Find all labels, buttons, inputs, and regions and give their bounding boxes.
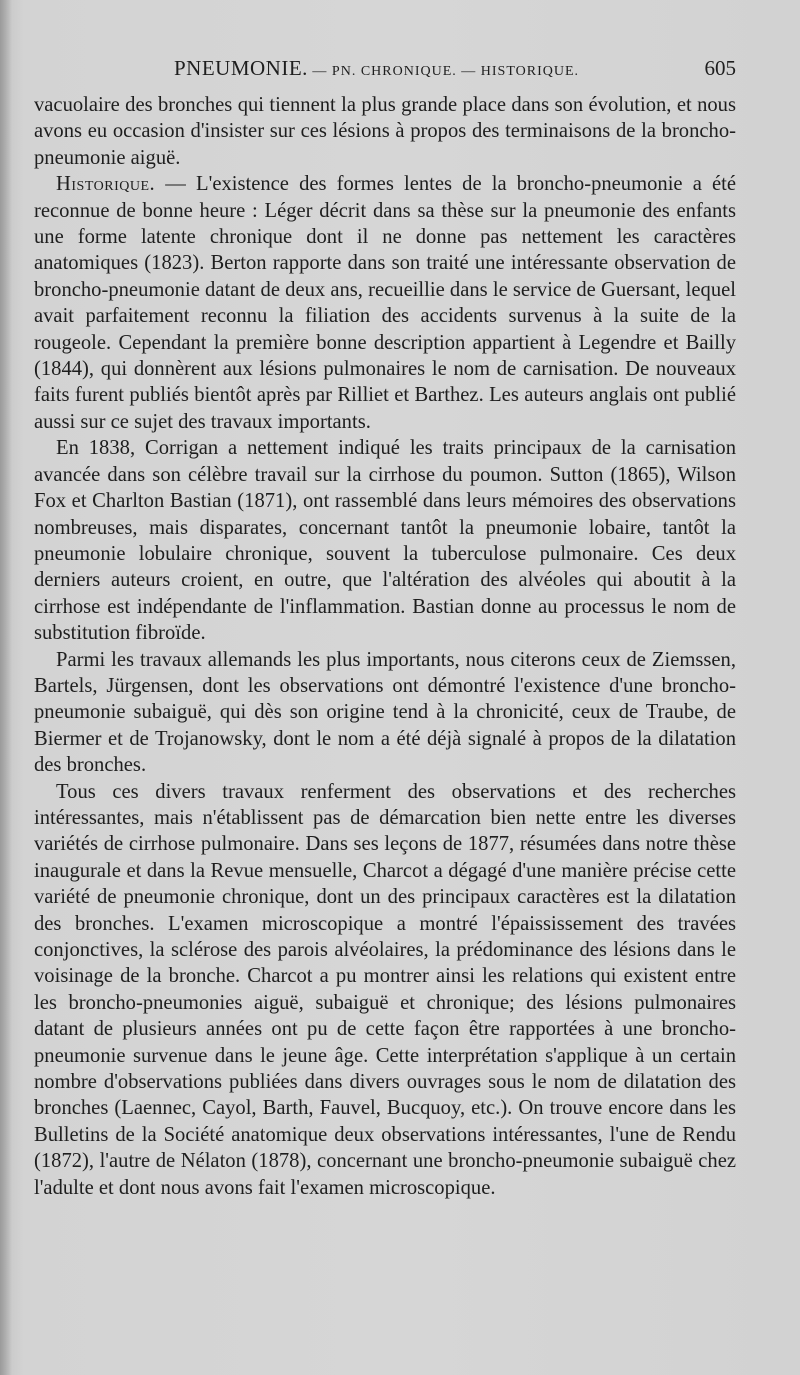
- paragraph: [34, 647, 736, 779]
- paragraph-text: En 1838, Corrigan a nettement indiqué les traits principaux de la carnisation avancée dans son célèbre travail sur la cirrhose du poumon. Sutton (1865), Wilson Fox et Charlton Bastian (1871), ont rassemblé dans leurs mémoires des observations nombreuses, mais disparates, concernant tantôt la pneumonie lobaire, tantôt la pneumonie lobulaire chronique, souvent la tuberculose pulmonaire. Ces deux derniers auteurs croient, en outre, que l'altération des alvéoles qui aboutit à la cirrhose est indépendante de l'inflammation. Bastian donne au processus le nom de substitution fibroïde.: [34, 437, 736, 645]
- paragraph: [34, 171, 736, 435]
- section-heading: Historique.: [56, 173, 156, 196]
- running-title-section: — PN. CHRONIQUE. — HISTORIQUE.: [307, 64, 579, 79]
- page-number: 605: [704, 56, 736, 80]
- body-text: [34, 92, 736, 1201]
- running-title: [174, 56, 579, 81]
- paragraph: [34, 435, 736, 646]
- paragraph: [34, 92, 736, 171]
- paragraph-text: vacuolaire des bronches qui tiennent la plus grande place dans son évolution, et nous avons eu occasion d'insister sur ces lésions à propos des terminaisons de la broncho-pneumonie aiguë.: [34, 94, 736, 169]
- paragraph-text: Tous ces divers travaux renferment des observations et des recherches intéressantes, mais n'établissent pas de démarcation bien nette entre les diverses variétés de cirrhose pulmonaire. Dans ses leçons de 1877, résumées dans notre thèse inaugurale et dans la Revue mensuelle, Charcot a dégagé d'une manière précise cette variété de pneumonie chronique, dont un des principaux caractères est la dilatation des bronches. L'examen microscopique a montré l'épaississement des travées conjonctives, la sclérose des parois alvéolaires, la prédominance des lésions dans le voisinage de la bronche. Charcot a pu montrer ainsi les relations qui existent entre les broncho-pneumonies aiguë, subaiguë et chronique; des lésions pulmonaires datant de plusieurs années ont pu de cette façon être rapportées à une broncho-pneumonie survenue dans le jeune âge. Cette interprétation s'applique à un certain nombre d'observations publiées dans divers ouvrages sous le nom de dilatation des bronches (Laennec, Cayol, Barth, Fauvel, Bucquoy, etc.). On trouve encore dans les Bulletins de la Société anatomique deux observations intéressantes, l'une de Rendu (1872), l'autre de Nélaton (1878), concernant une broncho-pneumonie subaiguë chez l'adulte et dont nous avons fait l'examen microscopique.: [34, 780, 736, 1199]
- running-header: [34, 56, 736, 84]
- paragraph-text: — L'existence des formes lentes de la broncho-pneumonie a été reconnue de bonne heure : Léger décrit dans sa thèse sur la pneumonie des enfants une forme latente chronique dont il ne donne pas nettement les caractères anatomiques (1823). Berton rapporte dans son traité une intéressante observation de broncho-pneumonie datant de deux ans, recueillie dans le service de Guersant, lequel avait parfaitement reconnu la filiation des accidents survenus à la suite de la rougeole. Cependant la première bonne description appartient à Legendre et Bailly (1844), qui donnèrent aux lésions pulmonaires le nom de carnisation. De nouveaux faits furent publiés bientôt après par Rilliet et Barthez. Les auteurs anglais ont publié aussi sur ce sujet des travaux importants.: [34, 173, 736, 433]
- running-title-main: PNEUMONIE.: [174, 56, 308, 80]
- paragraph-text: Parmi les travaux allemands les plus importants, nous citerons ceux de Ziemssen, Bartels, Jürgensen, dont les observations ont démontré l'existence d'une broncho-pneumonie subaiguë, qui dès son origine tend à la chronicité, ceux de Traube, de Biermer et de Trojanowsky, dont le nom a été déjà signalé à propos de la dilatation des bronches.: [34, 648, 736, 777]
- paragraph: [34, 779, 736, 1202]
